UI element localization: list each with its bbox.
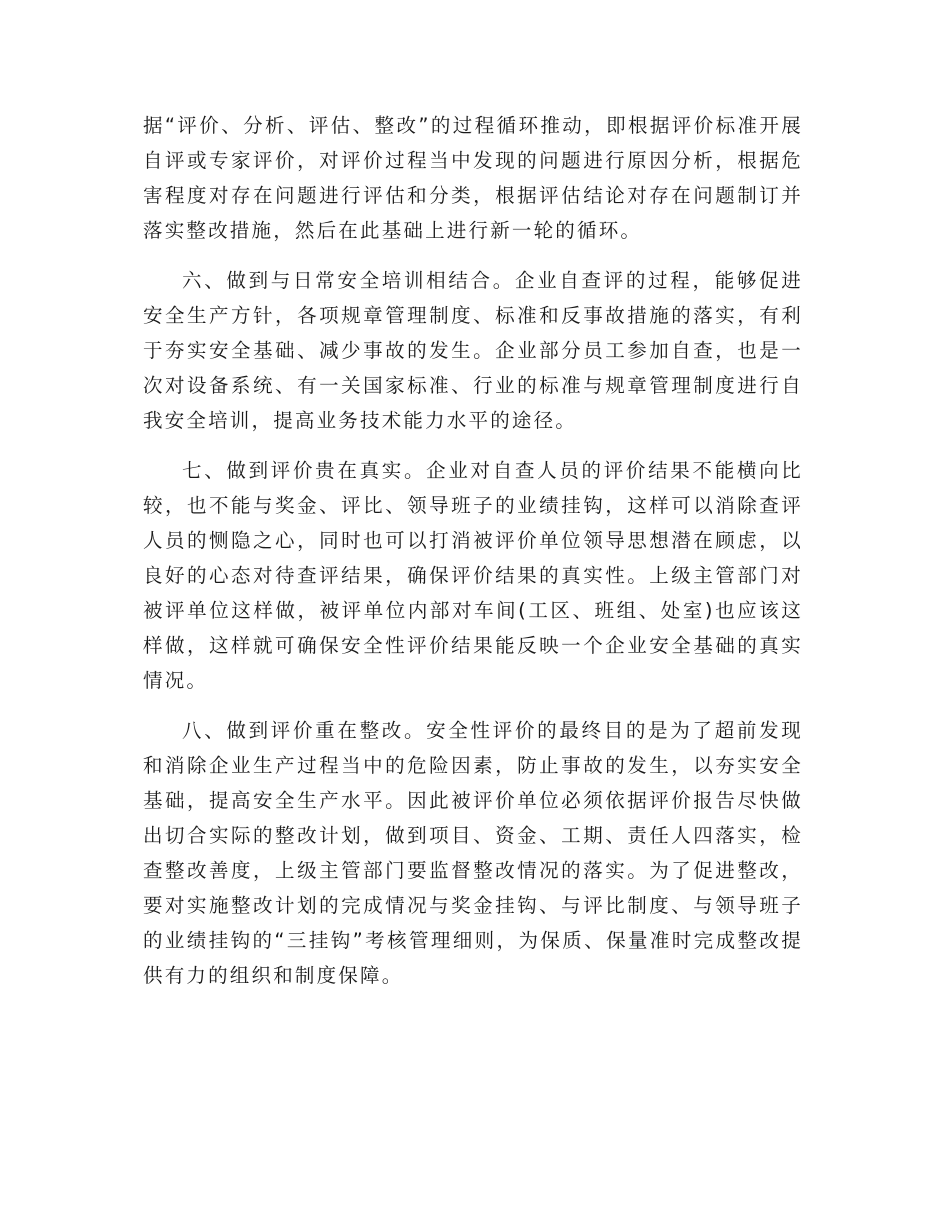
paragraph-continuation: 据“评价、分析、评估、整改”的过程循环推动，即根据评价标准开展自评或专家评价，对评价过程当中发现的问题进行原因分析，根据危害程度对存在问题进行评估和分类，根据评估结论对存在问题制订并落实整改措施，然后在此基础上进行新一轮的循环。 (143, 114, 803, 242)
paragraph-section-6: 六、做到与日常安全培训相结合。企业自查评的过程，能够促进安全生产方针，各项规章管理制度、标准和反事故措施的落实，有利于夯实安全基础、减少事故的发生。企业部分员工参加自查，也是一次对设备系统、有一关国家标准、行业的标准与规章管理制度进行自我安全培训，提高业务技术能力水平的途径。 (143, 269, 803, 432)
document-body (143, 108, 803, 993)
paragraph-section-7: 七、做到评价贵在真实。企业对自查人员的评价结果不能横向比较，也不能与奖金、评比、领导班子的业绩挂钩，这样可以消除查评人员的恻隐之心，同时也可以打消被评价单位领导思想潜在顾虑，以良好的心态对待查评结果，确保评价结果的真实性。上级主管部门对被评单位这样做，被评单位内部对车间(工区、班组、处室)也应该这样做，这样就可确保安全性评价结果能反映一个企业安全基础的真实情况。 (143, 459, 803, 692)
paragraph-section-8: 八、做到评价重在整改。安全性评价的最终目的是为了超前发现和消除企业生产过程当中的危险因素，防止事故的发生，以夯实安全基础，提高安全生产水平。因此被评价单位必须依据评价报告尽快做出切合实际的整改计划，做到项目、资金、工期、责任人四落实，检查整改善度，上级主管部门要监督整改情况的落实。为了促进整改，要对实施整改计划的完成情况与奖金挂钩、与评比制度、与领导班子的业绩挂钩的“三挂钩”考核管理细则，为保质、保量准时完成整改提供有力的组织和制度保障。 (143, 719, 803, 987)
